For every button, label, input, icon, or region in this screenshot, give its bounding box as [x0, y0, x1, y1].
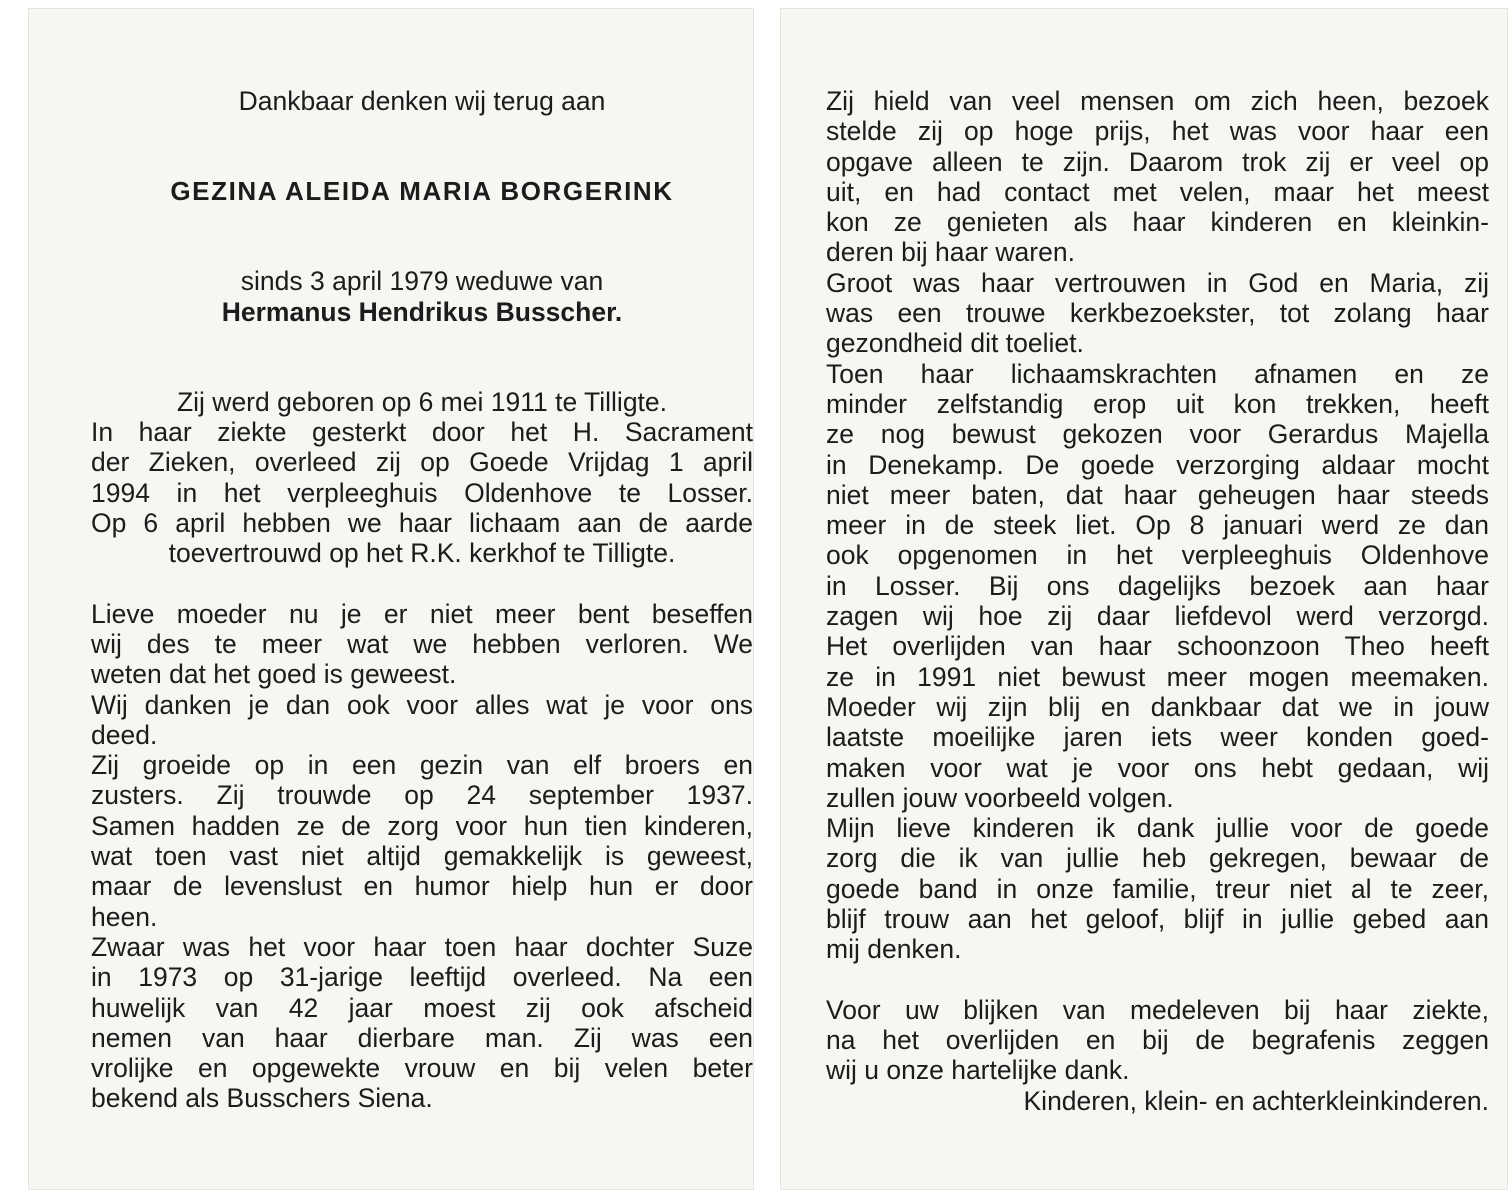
body-line: wat toen vast niet altijd gemakkelijk is geweest,	[91, 841, 753, 872]
body-line: mij denken.	[826, 934, 962, 965]
birth-line: Op 6 april hebben we haar lichaam aan de aarde	[91, 508, 753, 539]
body-line: nemen van haar dierbare man. Zij was een	[91, 1022, 753, 1053]
body-line: Samen hadden ze de zorg voor hun tien kinderen,	[91, 810, 753, 841]
body-line: Groot was haar vertrouwen in God en Maria, zij	[826, 267, 1489, 298]
body-line: kon ze genieten als haar kinderen en kleinkin-	[826, 207, 1489, 238]
body-line: Moeder wij zijn blij en dankbaar dat we in jouw	[826, 691, 1489, 722]
widow-line: sinds 3 april 1979 weduwe van	[240, 266, 604, 297]
body-line: niet meer baten, dat haar geheugen haar steeds	[826, 479, 1489, 510]
body-line: uit, en had contact met velen, maar het meest	[826, 176, 1489, 207]
body-line: in 1973 op 31-jarige leeftijd overleed. Na een	[91, 962, 753, 993]
birth-paragraph	[91, 387, 753, 569]
body-line: wij des te meer wat we hebben verloren. We	[91, 628, 753, 659]
body-line: weten dat het goed is geweest.	[91, 659, 457, 690]
body-line: stelde zij op hoge prijs, het was voor haar een	[826, 116, 1489, 147]
body-line: Wij danken je dan ook voor alles wat je voor ons	[91, 689, 753, 720]
left-panel-text	[91, 86, 753, 1114]
body-line: vrolijke en opgewekte vrouw en bij velen beter	[91, 1053, 753, 1084]
body-line: huwelijk van 42 jaar moest zij ook afscheid	[91, 992, 753, 1023]
body-line: in Denekamp. De goede verzorging aldaar mocht	[826, 449, 1489, 480]
body-line: deren bij haar waren.	[826, 237, 1075, 268]
body-line: maar de levenslust en humor hielp hun er door	[91, 871, 753, 902]
right-panel-text	[826, 86, 1489, 1116]
body-line: laatste moeilijke jaren iets weer konden goed-	[826, 722, 1489, 753]
body-line: gezondheid dit toeliet.	[826, 328, 1084, 359]
body-line: goede band in onze familie, treur niet al te zeer,	[826, 873, 1489, 904]
birth-line: Zij werd geboren op 6 mei 1911 te Tilligte.	[176, 386, 668, 417]
right-body-text	[826, 86, 1489, 965]
thanks-line: wij u onze hartelijke dank.	[826, 1055, 1130, 1086]
deceased-name: GEZINA ALEIDA MARIA BORGERINK	[170, 176, 674, 206]
body-line: minder zelfstandig erop uit kon trekken, heeft	[826, 388, 1489, 419]
body-line: Het overlijden van haar schoonzoon Theo heeft	[826, 631, 1489, 662]
left-body-text	[91, 599, 753, 1114]
body-line: Zij groeide op in een gezin van elf broers en	[91, 750, 753, 781]
thanks-line: Voor uw blijken van medeleven bij haar ziekte,	[826, 994, 1489, 1025]
body-line: Mijn lieve kinderen ik dank jullie voor de goede	[826, 813, 1489, 844]
body-line: zorg die ik van jullie heb gekregen, bewaar de	[826, 843, 1489, 874]
birth-line: der Zieken, overleed zij op Goede Vrijdag 1 april	[91, 447, 753, 478]
thanks-paragraph	[826, 995, 1489, 1086]
body-line: zullen jouw voorbeeld volgen.	[826, 782, 1174, 813]
body-line: bekend als Busschers Siena.	[91, 1083, 433, 1114]
body-line: maken voor wat je voor ons hebt gedaan, wij	[826, 752, 1489, 783]
body-line: Zwaar was het voor haar toen haar dochter Suze	[91, 931, 753, 962]
husband-name: Hermanus Hendrikus Busscher.	[221, 296, 623, 327]
body-line: ze in 1991 niet bewust meer mogen meemaken.	[826, 661, 1489, 692]
body-line: ze nog bewust gekozen voor Gerardus Majella	[826, 419, 1489, 450]
body-line: was een trouwe kerkbezoekster, tot zolang haar	[826, 298, 1489, 329]
body-line: opgave alleen te zijn. Daarom trok zij er veel op	[826, 146, 1489, 177]
body-line: Toen haar lichaamskrachten afnamen en ze	[826, 358, 1489, 389]
body-line: blijf trouw aan het geloof, blijf in jullie gebed aan	[826, 904, 1489, 935]
intro-line: Dankbaar denken wij terug aan	[238, 86, 606, 116]
birth-line: In haar ziekte gesterkt door het H. Sacrament	[91, 417, 753, 448]
body-line: Lieve moeder nu je er niet meer bent beseffen	[91, 598, 753, 629]
thanks-line: na het overlijden en bij de begrafenis zeggen	[826, 1024, 1489, 1055]
body-line: in Losser. Bij ons dagelijks bezoek aan haar	[826, 570, 1489, 601]
body-line: heen.	[91, 901, 158, 932]
signature-line: Kinderen, klein- en achterkleinkinderen.	[1023, 1085, 1489, 1116]
birth-line: toevertrouwd op het R.K. kerkhof te Tilligte.	[168, 538, 676, 569]
body-line: Zij hield van veel mensen om zich heen, bezoek	[826, 86, 1489, 116]
body-line: deed.	[91, 719, 158, 750]
body-line: zagen wij hoe zij daar liefdevol werd verzorgd.	[826, 601, 1489, 632]
body-line: zusters. Zij trouwde op 24 september 1937.	[91, 780, 753, 811]
body-line: meer in de steek liet. Op 8 januari werd ze dan	[826, 510, 1489, 541]
birth-line: 1994 in het verpleeghuis Oldenhove te Losser.	[91, 477, 753, 508]
body-line: ook opgenomen in het verpleeghuis Oldenhove	[826, 540, 1489, 571]
